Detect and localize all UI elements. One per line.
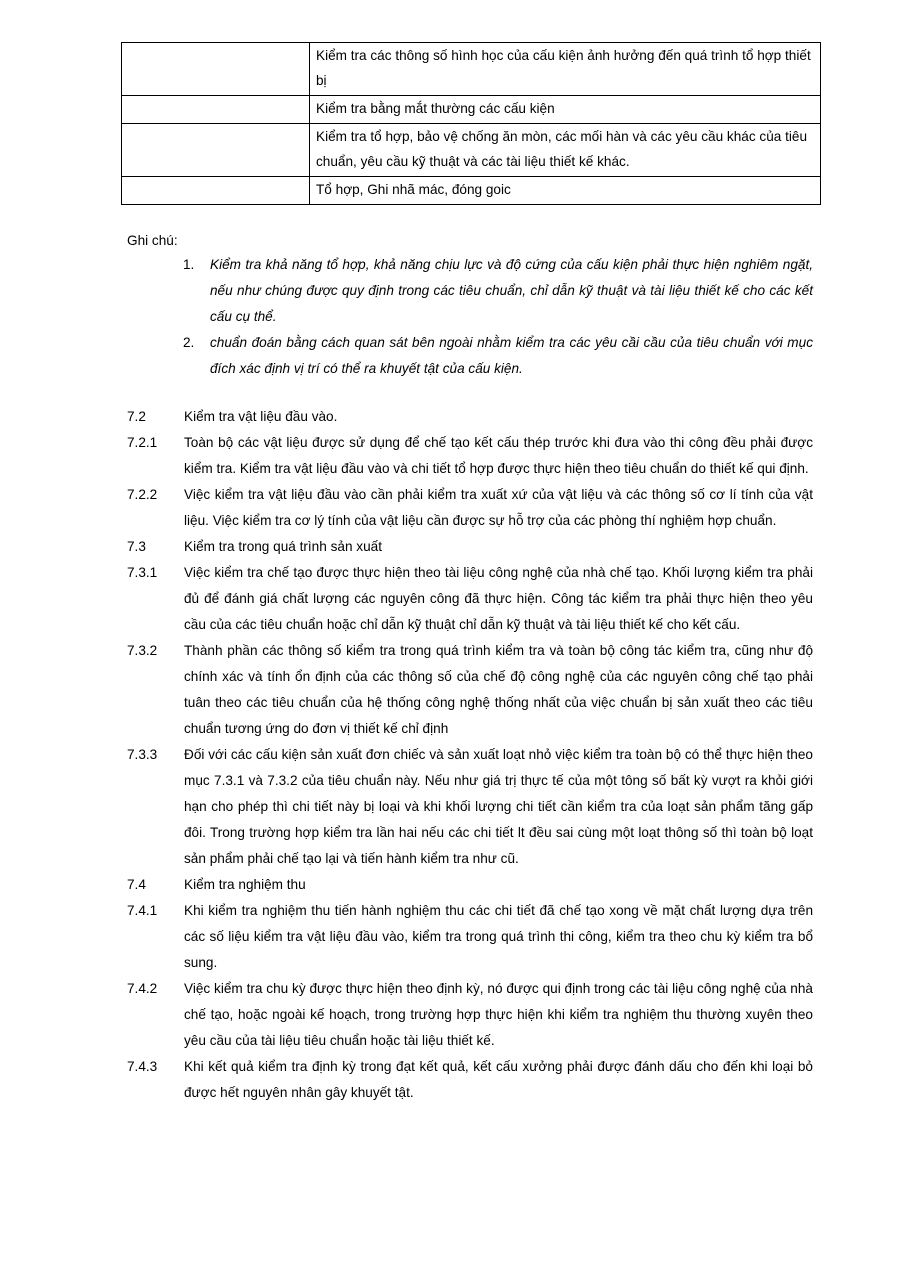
note-number: 1. [183,257,195,272]
section-item [127,534,813,560]
section-number: 7.3.1 [127,565,158,580]
note-text: Kiểm tra khả năng tổ hợp, khả năng chịu lực và độ cứng của cấu kiện phải thực hiện nghiêm ngặt, nếu như chúng được quy định trong các tiêu chuẩn, chỉ dẫn kỹ thuật và tài liệu thiết kế cho các kết cấu cụ thể. [210,257,813,324]
section-item [127,1054,813,1106]
table-cell-right: Kiểm tra bằng mắt thường các cấu kiện [310,96,821,124]
section-item [127,638,813,742]
section-item [127,872,813,898]
table-row [122,96,821,124]
table-cell-left [122,43,310,96]
section-number: 7.3 [127,539,146,554]
section-text: Kiểm tra nghiệm thu [184,877,306,892]
section-text: Khi kiểm tra nghiệm thu tiến hành nghiệm thu các chi tiết đã chế tạo xong về mặt chất lượng dựa trên các số liệu kiểm tra vật liệu đầu vào, kiểm tra trong quá trình thi công, kiểm tra theo chu kỳ kiểm tra bổ sung. [184,903,813,970]
section-text: Kiểm tra trong quá trình sản xuất [184,539,382,554]
section-item [127,482,813,534]
table-row [122,43,821,96]
section-item [127,976,813,1054]
section-text: Việc kiểm tra vật liệu đầu vào cần phải kiểm tra xuất xứ của vật liệu và các thông số cơ lí tính của vật liệu. Việc kiểm tra cơ lý tính của vật liệu cần được sự hỗ trợ của các phòng thí nghiệm hợp chuẩn. [184,487,813,528]
section-number: 7.4.1 [127,903,158,918]
note-item [183,330,813,382]
section-text: Toàn bộ các vật liệu được sử dụng để chế tạo kết cấu thép trước khi đưa vào thi công đều phải được kiểm tra. Kiểm tra vật liệu đầu vào và chi tiết tổ hợp được thực hiện theo tiêu chuẩn do thiết kế qui định. [184,435,813,476]
table-cell-right: Kiểm tra tổ hợp, bảo vệ chống ăn mòn, các mối hàn và các yêu cầu khác của tiêu chuẩn, yêu cầu kỹ thuật và các tài liệu thiết kế khác. [310,124,821,177]
sections [127,404,813,1106]
section-text: Việc kiểm tra chế tạo được thực hiện theo tài liệu công nghệ của nhà chế tạo. Khối lượng kiểm tra phải đủ để đánh giá chất lượng các nguyên công đã thực hiện. Công tác kiểm tra phải thực hiện theo yêu cầu của các tiêu chuẩn hoặc chỉ dẫn kỹ thuật chỉ dẫn kỹ thuật và tài liệu thiết kế cho kết cấu. [184,565,813,632]
notes-label: Ghi chú: [127,233,178,248]
table-cell-left [122,124,310,177]
section-number: 7.4.3 [127,1059,158,1074]
table-cell-left [122,177,310,205]
section-number: 7.3.3 [127,747,158,762]
section-number: 7.2 [127,409,146,424]
inspection-table [121,42,821,205]
note-item [183,252,813,330]
note-number: 2. [183,335,195,350]
section-text: Kiểm tra vật liệu đầu vào. [184,409,338,424]
section-item [127,898,813,976]
section-text: Thành phần các thông số kiểm tra trong quá trình kiểm tra và toàn bộ công tác kiểm tra, cũng như độ chính xác và tính ổn định của các thông số của chế độ công nghệ của các nguyên công chế tạo phải tuân theo các tiêu chuẩn của hệ thống công nghệ thống nhất của việc chuẩn bị sản xuất theo các tiêu chuẩn tương ứng do đơn vị thiết kế chỉ định [184,643,813,736]
section-text: Khi kết quả kiểm tra định kỳ trong đạt kết quả, kết cấu xưởng phải được đánh dấu cho đến khi loại bỏ được hết nguyên nhân gây khuyết tật. [184,1059,813,1100]
notes-list [183,252,813,382]
section-number: 7.2.1 [127,435,158,450]
table-cell-right: Tổ hợp, Ghi nhã mác, đóng goic [310,177,821,205]
table-cell-left [122,96,310,124]
section-item [127,404,813,430]
section-text: Đối với các cấu kiện sản xuất đơn chiếc và sản xuất loạt nhỏ việc kiểm tra toàn bộ có thể thực hiện theo mục 7.3.1 và 7.3.2 của tiêu chuẩn này. Nếu như giá trị thực tế của một tông số bất kỳ vượt ra khỏi giới hạn cho phép thì chi tiết này bị loại và khi khối lượng chi tiết cần kiểm tra của loạt sản phẩm tăng gấp đôi. Trong trường hợp kiểm tra lần hai nếu các chi tiết lt đều sai cùng một loạt thông số thì toàn bộ loạt sản phẩm phải chế tạo lại và tiến hành kiểm tra như cũ. [184,747,813,866]
table-cell-right: Kiểm tra các thông số hình học của cấu kiện ảnh hưởng đến quá trình tổ hợp thiết bị [310,43,821,96]
section-item [127,430,813,482]
note-text: chuẩn đoán bằng cách quan sát bên ngoài nhằm kiểm tra các yêu cầi cầu của tiêu chuẩn với mục đích xác định vị trí có thể ra khuyết tật của cấu kiện. [210,335,813,376]
table-row [122,124,821,177]
section-number: 7.3.2 [127,643,158,658]
section-item [127,560,813,638]
table-row [122,177,821,205]
section-text: Việc kiểm tra chu kỳ được thực hiện theo định kỳ, nó được qui định trong các tài liệu công nghệ của nhà chế tạo, hoặc ngoài kế hoạch, trong trường hợp thực hiện khi kiểm tra nghiệm thu thường xuyên theo yêu cầu của tài liệu tiêu chuẩn hoặc tài liệu thiết kế. [184,981,813,1048]
section-item [127,742,813,872]
section-number: 7.2.2 [127,487,158,502]
section-number: 7.4 [127,877,146,892]
section-number: 7.4.2 [127,981,158,996]
